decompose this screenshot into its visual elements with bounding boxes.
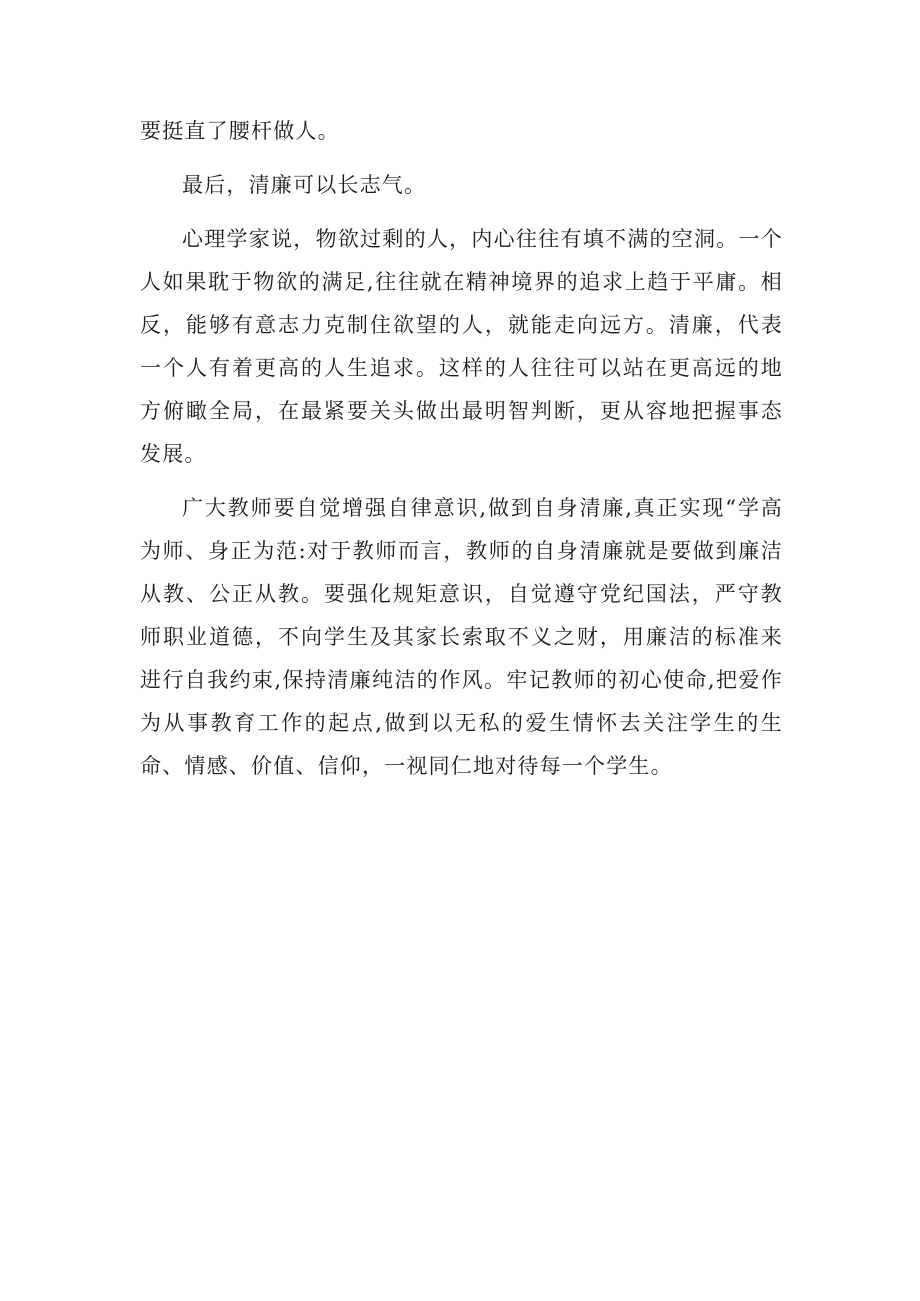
paragraph-continuation: 要挺直了腰杆做人。 xyxy=(140,119,340,143)
paragraph-heading-finally: 最后，清廉可以长志气。 xyxy=(182,173,427,197)
document-body xyxy=(140,110,783,799)
paragraph-teachers: 广大教师要自觉增强自律意识,做到自身清廉,真正实现“学高为师、身正为范:对于教师而言，教师的自身清廉就是要做到廉洁从教、公正从教。要强化规矩意识，自觉遵守党纪国法，严守教师职业道德，不向学生及其家长索取不义之财，用廉洁的标准来进行自我约束,保持清廉纯洁的作风。牢记教师的初心使命,把爱作为从事教育工作的起点,做到以无私的爱生情怀去关注学生的生命、情感、价值、信仰，一视同仁地对待每一个学生。 xyxy=(140,496,783,778)
paragraph-psychology: 心理学家说，物欲过剩的人，内心往往有填不满的空洞。一个人如果耽于物欲的满足,往往就在精神境界的追求上趋于平庸。相反，能够有意志力克制住欲望的人，就能走向远方。清廉，代表一个人有着更高的人生追求。这样的人往往可以站在更高远的地方俯瞰全局，在最紧要关头做出最明智判断，更从容地把握事态发展。 xyxy=(140,227,783,466)
